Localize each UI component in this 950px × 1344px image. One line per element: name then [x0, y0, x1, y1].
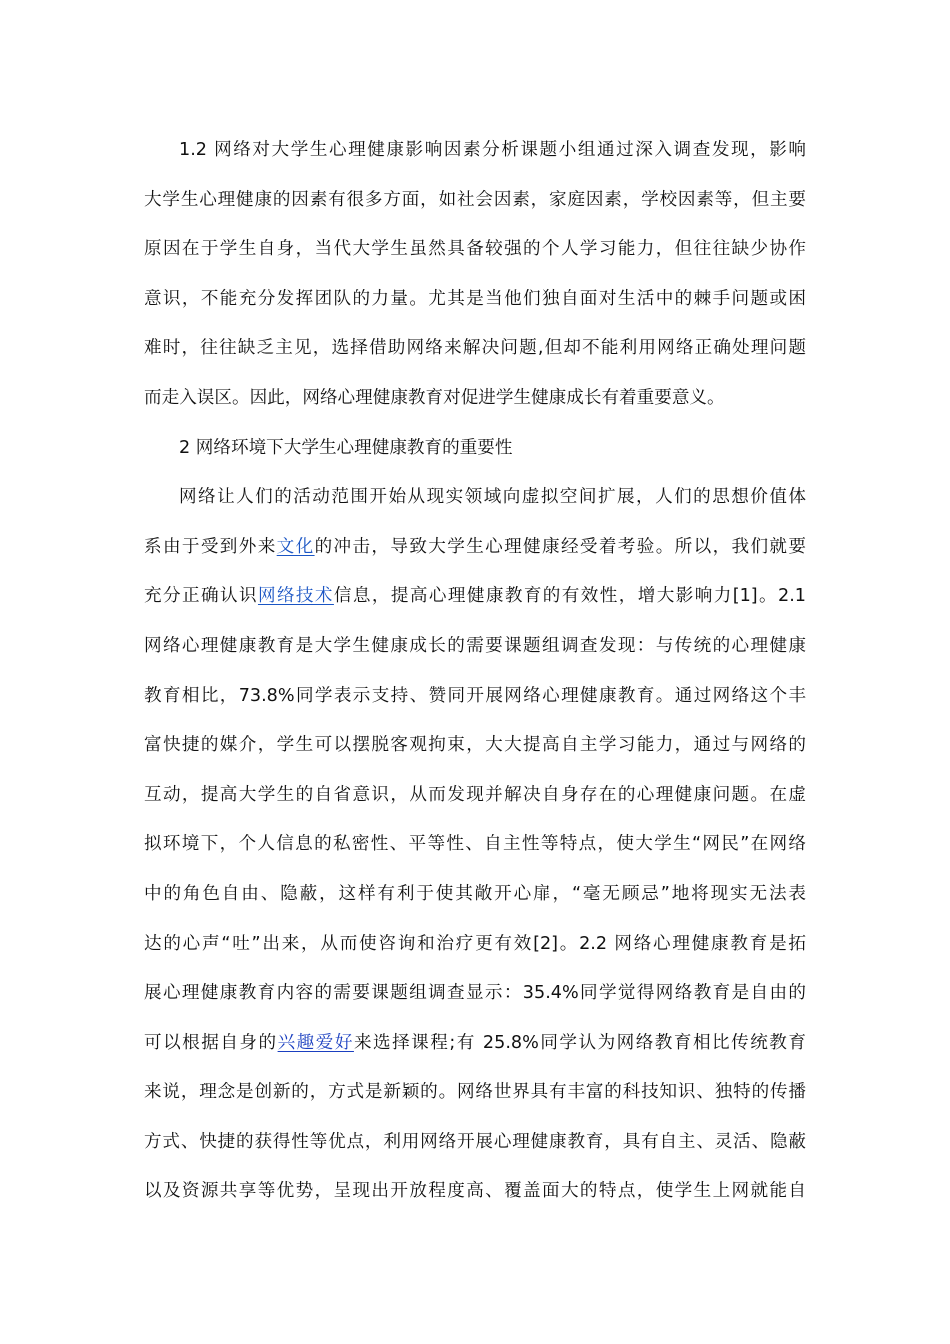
- paragraph-2-line-5: 教育相比，73.8%同学表示支持、赞同开展网络心理健康教育。通过网络这个丰: [144, 685, 806, 706]
- paragraph-2-line-11: 展心理健康教育内容的需要课题组调查显示：35.4%同学觉得网络教育是自由的: [144, 983, 806, 1004]
- section-heading: 2 网络环境下大学生心理健康教育的重要性: [179, 437, 513, 458]
- line-text: 信息，提高心理健康教育的有效性，增大影响力[1]。2.1: [333, 586, 806, 607]
- body-text: [144, 126, 806, 1217]
- paragraph-1-line-3: 原因在于学生自身，当代大学生虽然具备较强的个人学习能力，但往往缺少协作: [144, 239, 806, 260]
- paragraph-2-line-1: 网络让人们的活动范围开始从现实领域向虚拟空间扩展，人们的思想价值体: [179, 487, 806, 508]
- line-text: 充分正确认识: [144, 586, 258, 607]
- paragraph-2-line-2: [144, 523, 806, 573]
- line-text: 来选择课程;有 25.8%同学认为网络教育相比传统教育: [353, 1032, 806, 1053]
- culture-link[interactable]: 文化: [276, 536, 315, 557]
- paragraph-1-line-6: 而走入误区。因此，网络心理健康教育对促进学生健康成长有着重要意义。: [144, 387, 725, 408]
- paragraph-2-line-6: 富快捷的媒介，学生可以摆脱客观拘束，大大提高自主学习能力，通过与网络的: [144, 735, 806, 756]
- paragraph-2-line-3: [144, 572, 806, 622]
- paragraph-2-line-4: 网络心理健康教育是大学生健康成长的需要课题组调查发现：与传统的心理健康: [144, 635, 806, 656]
- network-technology-link[interactable]: 网络技术: [257, 586, 334, 607]
- paragraph-1-line-1: 1.2 网络对大学生心理健康影响因素分析课题小组通过深入调查发现，影响: [179, 140, 806, 160]
- paragraph-2-line-13: 来说，理念是创新的，方式是新颖的。网络世界具有丰富的科技知识、独特的传播: [144, 1082, 806, 1103]
- paragraph-2-line-12: [144, 1019, 806, 1069]
- paragraph-2-line-7: 互动，提高大学生的自省意识，从而发现并解决自身存在的心理健康问题。在虚: [144, 784, 806, 805]
- paragraph-2-line-14: 方式、快捷的获得性等优点，利用网络开展心理健康教育，具有自主、灵活、隐蔽: [144, 1131, 806, 1152]
- line-text: 系由于受到外来: [144, 536, 277, 557]
- paragraph-2-line-10: 达的心声“吐”出来，从而使咨询和治疗更有效[2]。2.2 网络心理健康教育是拓: [144, 933, 806, 954]
- paragraph-1-line-5: 难时，往往缺乏主见，选择借助网络来解决问题,但却不能利用网络正确处理问题: [144, 338, 806, 359]
- interests-hobbies-link[interactable]: 兴趣爱好: [277, 1032, 354, 1053]
- line-text: 可以根据自身的: [144, 1032, 278, 1053]
- paragraph-1-line-2: 大学生心理健康的因素有很多方面，如社会因素，家庭因素，学校因素等，但主要: [144, 189, 806, 210]
- paragraph-2-line-9: 中的角色自由、隐蔽，这样有利于使其敞开心扉，“毫无顾忌”地将现实无法表: [144, 883, 806, 904]
- paragraph-1-line-4: 意识，不能充分发挥团队的力量。尤其是当他们独自面对生活中的棘手问题或困: [144, 288, 806, 309]
- paragraph-2-line-8: 拟环境下，个人信息的私密性、平等性、自主性等特点，使大学生“网民”在网络: [144, 834, 806, 855]
- paragraph-2-line-15: 以及资源共享等优势，呈现出开放程度高、覆盖面大的特点，使学生上网就能自: [144, 1181, 806, 1202]
- line-text: 的冲击，导致大学生心理健康经受着考验。所以，我们就要: [314, 536, 806, 557]
